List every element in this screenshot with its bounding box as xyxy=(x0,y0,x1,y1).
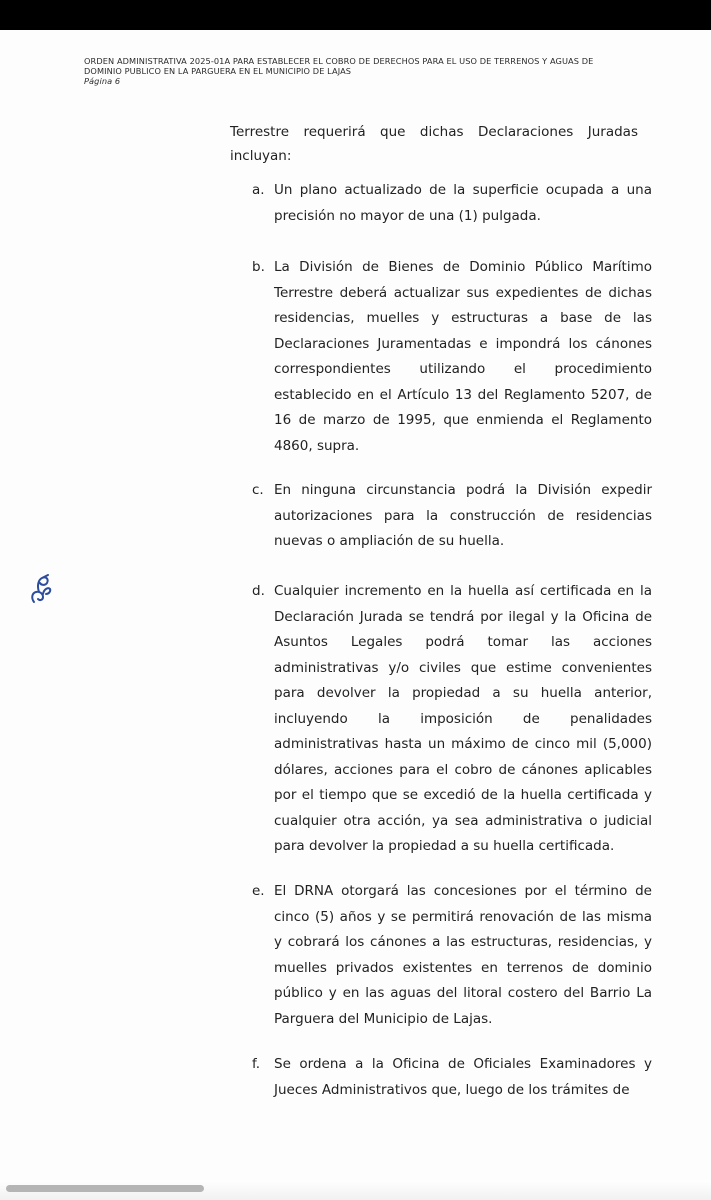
list-item-text: La División de Bienes de Dominio Público Marítimo Terrestre deberá actualizar sus expedientes de dichas residencias, muelles y estructuras a base de las Declaraciones Juramentadas e impondrá los cánones correspondientes utilizando el procedimiento establecido en el Artículo 13 del Reglamento 5207, de 16 de marzo de 1995, que enmienda el Reglamento 4860, supra. xyxy=(274,259,652,454)
list-marker: e. xyxy=(252,883,265,899)
list-marker: b. xyxy=(252,259,265,275)
list-item-f xyxy=(252,1052,652,1103)
horizontal-scrollbar[interactable] xyxy=(6,1185,204,1192)
document-page xyxy=(0,30,711,1200)
list-item-e xyxy=(252,879,652,1032)
intro-paragraph: Terrestre requerirá que dichas Declaraciones Juradas incluyan: xyxy=(230,124,638,164)
window-top-bar xyxy=(0,0,711,30)
list-item-text: El DRNA otorgará las concesiones por el término de cinco (5) años y se permitirá renovación de las misma y cobrará los cánones a las estructuras, residencias, y muelles privados existentes en terrenos de dominio público y en las aguas del litoral costero del Barrio La Parguera del Municipio de Lajas. xyxy=(274,883,652,1027)
list-marker: f. xyxy=(252,1056,261,1072)
list-item-d xyxy=(252,579,652,860)
header-title-line-2: DOMINIO PUBLICO EN LA PARGUERA EN EL MUNICIPIO DE LAJAS xyxy=(84,66,352,76)
list-item-text: Se ordena a la Oficina de Oficiales Examinadores y Jueces Administrativos que, luego de los trámites de xyxy=(274,1056,652,1098)
list-marker: a. xyxy=(252,182,265,198)
list-item-text: En ninguna circunstancia podrá la División expedir autorizaciones para la construcción de residencias nuevas o ampliación de su huella. xyxy=(274,482,652,549)
list-marker: d. xyxy=(252,583,265,599)
list-item-text: Cualquier incremento en la huella así certificada en la Declaración Jurada se tendrá por ilegal y la Oficina de Asuntos Legales podrá tomar las acciones administrativas y/o civiles que estime convenientes para devolver la propiedad a su huella anterior, incluyendo la imposición de penalidades administrativas hasta un máximo de cinco mil (5,000) dólares, acciones para el cobro de cánones aplicables por el tiempo que se excedió de la huella certificada y cualquier otra acción, ya sea administrativa o judicial para devolver la propiedad a su huella certificada. xyxy=(274,583,652,854)
list-item-a xyxy=(252,178,652,229)
page-number: Página 6 xyxy=(84,76,121,86)
list-item-b xyxy=(252,255,652,459)
list-marker: c. xyxy=(252,482,264,498)
list-item-c xyxy=(252,478,652,555)
handwritten-initials xyxy=(28,572,54,612)
list-item-text: Un plano actualizado de la superficie ocupada a una precisión no mayor de una (1) pulgada. xyxy=(274,182,652,224)
document-header xyxy=(84,56,644,86)
header-title-line-1: ORDEN ADMINISTRATIVA 2025-01A PARA ESTABLECER EL COBRO DE DERECHOS PARA EL USO DE TERRENOS Y AGUAS DE xyxy=(84,56,594,66)
